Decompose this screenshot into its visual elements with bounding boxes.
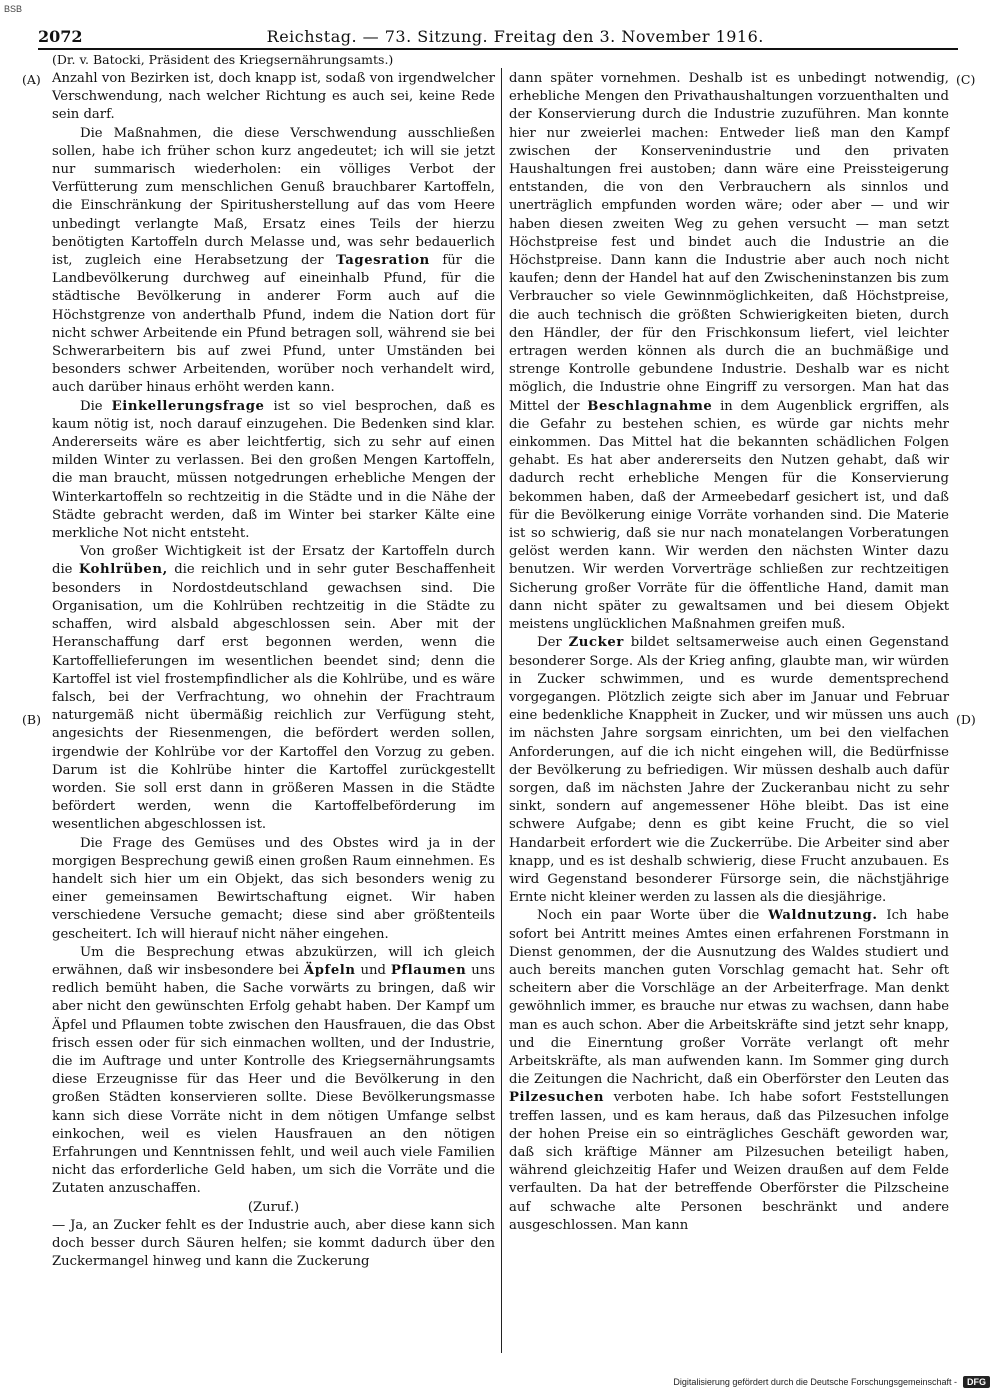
left-column (52, 70, 495, 1271)
keyword: Pflaumen (390, 962, 467, 978)
page-header (38, 18, 958, 50)
paragraph: Die Maßnahmen, die diese Verschwendung ausschließen sollen, habe ich früher schon kurz angedeutet; ich will sie jetzt nur summarisch wiederholen: ein völliges Verbot der Verfütterung zum menschlichen Genuß brauchbarer Kartoffeln, die Einschränkung der Spiritusherstellung auf das vom Heere unbedingt verlangte Maß, Ersatz eines Teils der hierzu benötigten Kartoffeln durch Melasse und, was sehr bedauerlich ist, zugleich eine Herabsetzung der Tagesration für die Landbevölkerung durchweg auf eineinhalb Pfund, für die städtische Bevölkerung in anderer Form auch auf die Höchstgrenze von anderthalb Pfund, indem die Nation dort für nicht schwer Arbeitende ein Pfund betragen soll, während sie bei Schwerarbeitern bis auf zwei Pfund, unter Umständen bei besonders schwer Arbeitenden, worüber noch verhandelt wird, auch darüber hinaus erhöht werden kann. (52, 125, 495, 396)
paragraph: Anzahl von Bezirken ist, doch knapp ist, sodaß von irgendwelcher Verschwendung, nach welcher Richtung es auch sei, keine Rede sein darf. (52, 71, 495, 123)
keyword: Einkellerungsfrage (111, 398, 265, 414)
keyword: Tagesration (336, 253, 430, 269)
keyword: Kohlrüben, (78, 562, 168, 578)
paragraph: Der Zucker bildet seltsamerweise auch einen Gegenstand besonderer Sorge. Als der Krieg anfing, glaubte man, wir würden in Zucker schwimmen, und es wurde dementsprechend vorgegangen. Plötzlich zeigte sich aber im Januar und Februar eine bedenkliche Knappheit in Zucker, und wir müssen uns auch im nächsten Jahre sorgsam einrichten, um bei den vielfachen Anforderungen, auf die ich nicht eingehen will, die Bedürfnisse der Bevölkerung zu befriedigen. Wir müssen deshalb auch dafür sorgen, daß im nächsten Jahre der Zuckeranbau nicht zu sehr sinkt, sondern auf angemessener Höhe bleibt. Das ist eine schwere Aufgabe; denn es gibt keine Frucht, die so viel Handarbeit erfordert wie die Zuckerrübe. Die Arbeiter sind aber knapp, und es ist deshalb schwierig, diese Frucht anzubauen. Es wird Gegenstand besonderer Fürsorge sein, die nächstjährige Ernte nicht kleiner werden zu lassen als die diesjährige. (509, 635, 949, 906)
paragraph: Die Einkellerungsfrage ist so viel besprochen, daß es kaum nötig ist, noch darauf einzugehen. Die Bedenken sind klar. Andererseits wäre es aber leichtfertig, sich zu sehr auf einen milden Winter zu verlassen. Bei den großen Mengen Kartoffeln, die man braucht, müssen notgedrungen erhebliche Mengen der Winterkartoffeln so rechtzeitig in die Städte und in die Nähe der Städte gebracht werden, daß im Winter bei starker Kälte eine merkliche Not nicht entsteht. (52, 398, 495, 542)
page-title: Reichstag. — 73. Sitzung. Freitag den 3. November 1916. (266, 27, 764, 46)
column-divider (501, 68, 502, 1353)
margin-mark-b: (B) (22, 712, 41, 727)
speaker-note: (Dr. v. Batocki, Präsident des Kriegsernährungsamts.) (52, 52, 394, 67)
margin-mark-c: (C) (956, 72, 976, 87)
keyword: Waldnutzung. (768, 908, 878, 924)
paragraph: Noch ein paar Worte über die Waldnutzung. Ich habe sofort bei Antritt meines Amtes einen erfahrenen Forstmann in Dienst genommen, der die Ausnutzung des Waldes studiert und auch bereits manchen guten Vorschlag gemacht hat. Sehr oft scheitern aber die Vorschläge an der Arbeiterfrage. Man denkt gewöhnlich immer, es brauche nur etwas zu wachsen, dann habe man es auch schon. Aber die Arbeitskräfte sind jetzt sehr knapp, und die Einerntung großer Vorräte verlangt oft mehr Arbeitskräfte, als man aufwenden kann. Im Sommer ging durch die Zeitungen die Nachricht, daß ein Oberförster den Leuten das Pilzesuchen verboten habe. Ich habe sofort Feststellungen treffen lassen, und es kam heraus, daß das Pilzesuchen infolge der hohen Preise ein so einträgliches Geschäft geworden war, daß sich kräftige Männer am Pilzesuchen beteiligt haben, während gleichzeitig Hafer und Weizen draußen auf dem Felde verfaulten. Da hat der betreffende Oberförster die Pilzscheine auf schwache alte Personen beschränkt und andere ausgeschlossen. Man kann (509, 908, 949, 1233)
keyword: Beschlagnahme (587, 398, 713, 414)
keyword: Äpfeln (303, 962, 356, 978)
keyword: Pilzesuchen (509, 1090, 605, 1106)
interjection: (Zuruf.) (247, 1199, 300, 1215)
paragraph: — Ja, an Zucker fehlt es der Industrie auch, aber diese kann sich doch besser durch Säuren helfen; sie kommt dadurch über den Zuckermangel hinweg und kann die Zuckerung (52, 1217, 495, 1270)
dfg-logo: DFG (963, 1376, 990, 1388)
footer-text: Digitalisierung gefördert durch die Deutsche Forschungsgemeinschaft - (673, 1377, 957, 1387)
paragraph: dann später vornehmen. Deshalb ist es unbedingt notwendig, erhebliche Mengen den Privathaushaltungen vorzuenthalten und der Konservierung durch die Industrie zuzuführen. Man konnte hier nur zweierlei machen: Entweder ließ man den Kampf zwischen der Konservenindustrie und den privaten Haushaltungen frei austoben; dann wäre eine Preissteigerung entstanden, die von den Verbrauchern als sinnlos und unerträglich empfunden worden wäre; oder aber — und wir haben diesen zweiten Weg zu gehen versucht — man setzt Höchstpreise fest und bindet auch die Industrie an die Höchstpreise. Dann kann die Industrie aber auch noch nicht kaufen; denn der Handel hat auf den Zwischeninstanzen bis zum Verbraucher so viele Gewinnmöglichkeiten, daß Höchstpreise, die auch technisch die größten Schwierigkeiten bieten, durch den Händler, der für den Frischkonsum liefert, viel leichter ertragen werden können als durch die an buchmäßige und strenge Kontrolle gebundene Industrie. Deshalb war es nicht möglich, die Industrie ohne Eingriff zu versorgen. Man hat das Mittel der Beschlagnahme in dem Augenblick ergriffen, als die Gefahr zu bestehen schien, es würde gar nichts mehr einkommen. Das Mittel hat die bekannten schädlichen Folgen gehabt. Es hat aber andererseits den Nutzen gehabt, daß wir dadurch recht erhebliche Mengen für die Konservierung bekommen haben, daß der Armeebedarf gesichert ist, und daß für die Bevölkerung einige Vorräte vorhanden sind. Die Materie ist so schwierig, daß sie nur nach monatelangen Vorberatungen gelöst werden kann. Wir werden den nächsten Winter dazu benutzen. Wir werden Vorverträge schließen zur rechtzeitigen Sicherung großer Vorräte für die öffentliche Hand, damit man dann nicht später zu gewaltsamen und bei diesem Objekt meistens unglücklichen Maßnahmen greifen muß. (509, 71, 949, 633)
footer (673, 1376, 990, 1388)
library-mark: BSB (4, 4, 23, 14)
paragraph: Die Frage des Gemüses und des Obstes wird ja in der morgigen Besprechung gewiß einen großen Raum einnehmen. Es handelt sich hier um ein Objekt, das sich besonders wenig zu einer gemeinsamen Bewirtschaftung eignet. Wir haben verschiedene Versuche gemacht; diese sind aber größtenteils gescheitert. Ich will hierauf nicht näher eingehen. (52, 835, 495, 942)
keyword: Zucker (568, 635, 624, 651)
margin-mark-a: (A) (22, 72, 41, 87)
paragraph: Um die Besprechung etwas abzukürzen, will ich gleich erwähnen, daß wir insbesondere bei Äpfeln und Pflaumen uns redlich bemüht haben, die Sache vorwärts zu bringen, daß wir aber nicht den gewünschten Erfolg gehabt haben. Der Kampf um Äpfel und Pflaumen tobte zwischen den Hausfrauen, die das Obst frisch essen oder für sich einmachen wollten, und der Industrie, die im Auftrage und unter Kontrolle des Kriegsernährungsamts diese Erzeugnisse für das Heer und die Bevölkerung in den großen Städten konservieren sollte. Diese Bevölkerungsmasse kann sich diese Vorräte nicht in dem nötigen Umfange selbst einkochen, weil es vielen Hausfrauen an den nötigen Erfahrungen und Kenntnissen fehlt, und weil auch viele Familien nicht das erforderliche Geld haben, um sich die Vorräte und die Zutaten anzuschaffen. (52, 944, 495, 1197)
right-column (509, 70, 949, 1235)
page-number: 2072 (38, 27, 83, 46)
margin-mark-d: (D) (956, 712, 976, 727)
paragraph: Von großer Wichtigkeit ist der Ersatz der Kartoffeln durch die Kohlrüben, die reichlich und in sehr guter Beschaffenheit besonders in Nordostdeutschland gewachsen sind. Die Organisation, um die Kohlrüben rechtzeitig in die Städte zu schaffen, wird alsbald abgeschlossen sein. Aber mit der Heranschaffung darf erst begonnen werden, wenn die Kartoffellieferungen im wesentlichen beendet sind; denn die Kartoffel ist viel frostempfindlicher als die Kohlrübe, und es wäre falsch, bei der Verfrachtung, wo ohnehin der Frachtraum naturgemäß nicht übermäßig reichlich zur Verfügung steht, angesichts der Riesenmengen, die befördert werden sollen, irgendwie der Kohlrübe vor der Kartoffel den Vorzug zu geben. Darum ist die Kohlrübe hinter die Kartoffel zurückgestellt worden. Sie soll erst dann in größeren Massen in die Städte befördert werden, wenn die Kartoffelbeförderung im wesentlichen abgeschlossen ist. (52, 544, 495, 833)
